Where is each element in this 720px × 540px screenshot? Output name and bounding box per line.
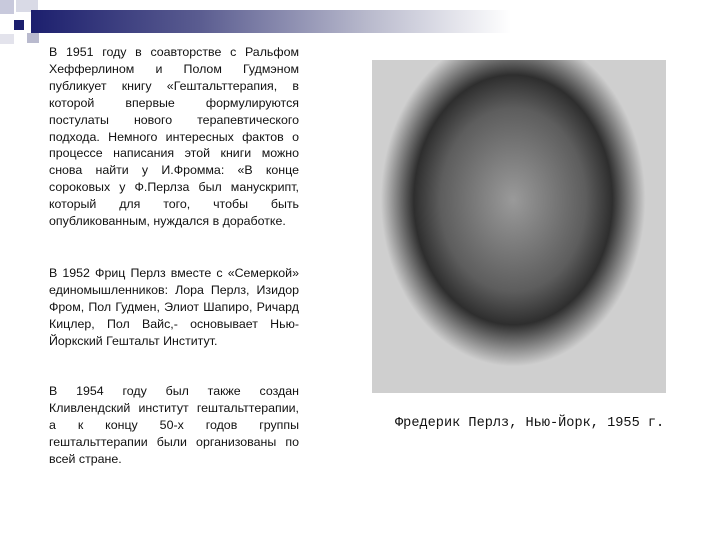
- decor-square: [27, 33, 39, 43]
- title-bar-gradient: [31, 10, 511, 33]
- paragraph-1951: В 1951 году в соавторстве с Ральфом Хефферлином и Полом Гудмэном публикует книгу «Гештальттерапия, в которой впервые формулируются постулаты нового терапевтического подхода. Немного интересных фактов о процессе написания этой книги можно снова найти у И.Фромма: «В конце сороковых у Ф.Перлза был манускрипт, который для того, чтобы быть опубликованным, нуждался в доработке.: [49, 45, 299, 229]
- decor-square: [14, 20, 24, 30]
- paragraph-1954: В 1954 году был также создан Кливлендский институт гештальттерапии, а к концу 50-х годов группы гештальттерапии были организованы по всей стране.: [49, 384, 299, 466]
- portrait-photo: [372, 60, 666, 393]
- paragraph-1952: В 1952 Фриц Перлз вместе с «Семеркой» единомышленников: Лора Перлз, Изидор Фром, Пол Гудмен, Элиот Шапиро, Ричард Кицлер, Пол Вайс,- основывает Нью-Йоркский Гештальт Институт.: [49, 266, 299, 348]
- decor-square: [0, 0, 14, 14]
- photo-caption: Фредерик Перлз, Нью-Йорк, 1955 г.: [395, 416, 665, 431]
- decor-square: [0, 34, 14, 44]
